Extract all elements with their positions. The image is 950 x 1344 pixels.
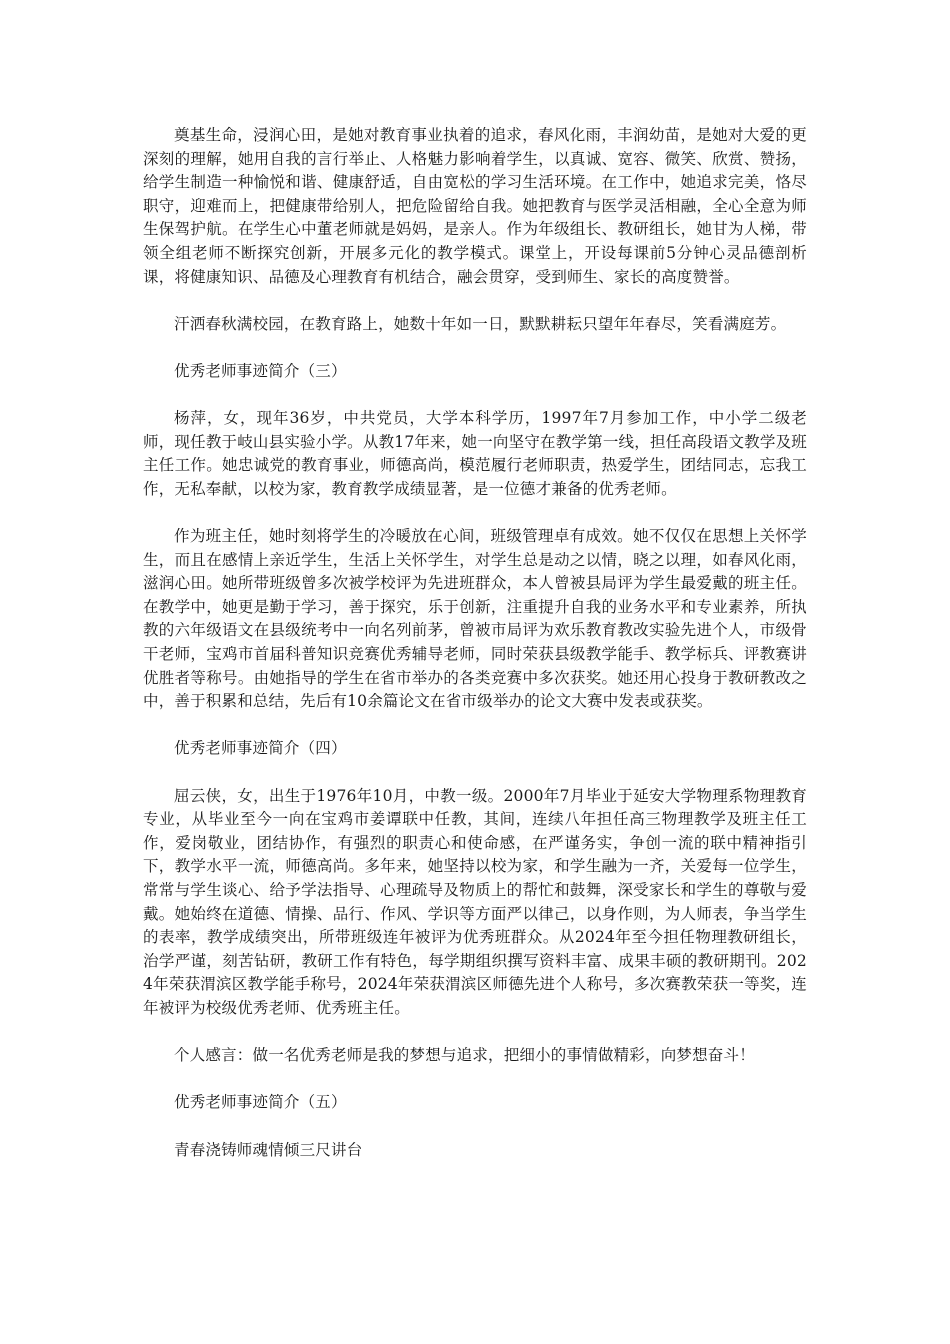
paragraph-1: 奠基生命，浸润心田，是她对教育事业执着的追求，春风化雨，丰润幼苗，是她对大爱的更深刻的理解，她用自我的言行举止、人格魅力影响着学生，以真诚、宽容、微笑、欣赏、赞扬，给学生制造一种愉悦和谐、健康舒适，自由宽松的学习生活环境。在工作中，她追求完美，恪尽职守，迎难而上，把健康带给别人，把危险留给自我。她把教育与医学灵活相融，全心全意为师生保驾护航。在学生心中董老师就是妈妈，是亲人。作为年级组长、教研组长，她甘为人梯，带领全组老师不断探究创新，开展多元化的教学模式。课堂上，开设每课前5分钟心灵品德剖析课，将健康知识、品德及心理教育有机结合，融会贯穿，受到师生、家长的高度赞誉。 xyxy=(143,126,807,286)
paragraph-personal-quote: 个人感言：做一名优秀老师是我的梦想与追求，把细小的事情做精彩，向梦想奋斗！ xyxy=(174,1046,755,1065)
paragraph-2: 汗洒春秋满校园，在教育路上，她数十年如一日，默默耕耘只望年年春尽，笑看满庭芳。 xyxy=(174,314,787,333)
section-subtitle: 青春浇铸师魂情倾三尺讲台 xyxy=(174,1140,363,1159)
paragraph-qu-yunxia: 屈云侠，女，出生于1976年10月，中教一级。2000年7月毕业于延安大学物理系物理教育专业，从毕业至今一向在宝鸡市姜谭联中任教，其间，连续八年担任高三物理教学及班主任工作，爱岗敬业，团结协作，有强烈的职责心和使命感，在严谨务实，争创一流的联中精神指引下，教学水平一流，师德高尚。多年来，她坚持以校为家，和学生融为一齐，关爱每一位学生，常常与学生谈心、给予学法指导、心理疏导及物质上的帮忙和鼓舞，深受家长和学生的尊敬与爱戴。她始终在道德、情操、品行、作风、学识等方面严以律己，以身作则，为人师表，争当学生的表率，教学成绩突出，所带班级连年被评为优秀班群众。从2024年至今担任物理教研组长，治学严谨，刻苦钻研，教研工作有特色，每学期组织撰写资料丰富、成果丰硕的教研期刊。2024年荣获渭滨区教学能手称号，2024年荣获渭滨区师德先进个人称号，多次赛教荣获一等奖，连年被评为校级优秀老师、优秀班主任。 xyxy=(143,786,807,1017)
section-heading-4: 优秀老师事迹简介（四） xyxy=(174,739,347,758)
document-page xyxy=(143,124,807,1186)
paragraph-yang-ping-intro: 杨萍，女，现年36岁，中共党员，大学本科学历，1997年7月参加工作，中小学二级老师，现任教于岐山县实验小学。从教17年来，她一向坚守在教学第一线，担任高段语文教学及班主任工作。她忠诚党的教育事业，师德高尚，模范履行老师职责，热爱学生，团结同志，忘我工作，无私奉献，以校为家，教育教学成绩显著，是一位德才兼备的优秀老师。 xyxy=(143,409,807,498)
paragraph-yang-ping-class: 作为班主任，她时刻将学生的冷暖放在心间，班级管理卓有成效。她不仅仅在思想上关怀学生，而且在感情上亲近学生，生活上关怀学生，对学生总是动之以情，晓之以理，如春风化雨，滋润心田。她所带班级曾多次被学校评为先进班群众，本人曾被县局评为学生最爱戴的班主任。在教学中，她更是勤于学习，善于探究，乐于创新，注重提升自我的业务水平和专业素养，所执教的六年级语文在县级统考中一向名列前茅，曾被市局评为欢乐教育教改实验先进个人，市级骨干老师，宝鸡市首届科普知识竞赛优秀辅导老师，同时荣获县级教学能手、教学标兵、评教赛讲优胜者等称号。由她指导的学生在省市举办的各类竞赛中多次获奖。她还用心投身于教研教改之中，善于积累和总结，先后有10余篇论文在省市级举办的论文大赛中发表或获奖。 xyxy=(143,527,807,711)
section-heading-3: 优秀老师事迹简介（三） xyxy=(174,361,347,380)
section-heading-5: 优秀老师事迹简介（五） xyxy=(174,1093,347,1112)
